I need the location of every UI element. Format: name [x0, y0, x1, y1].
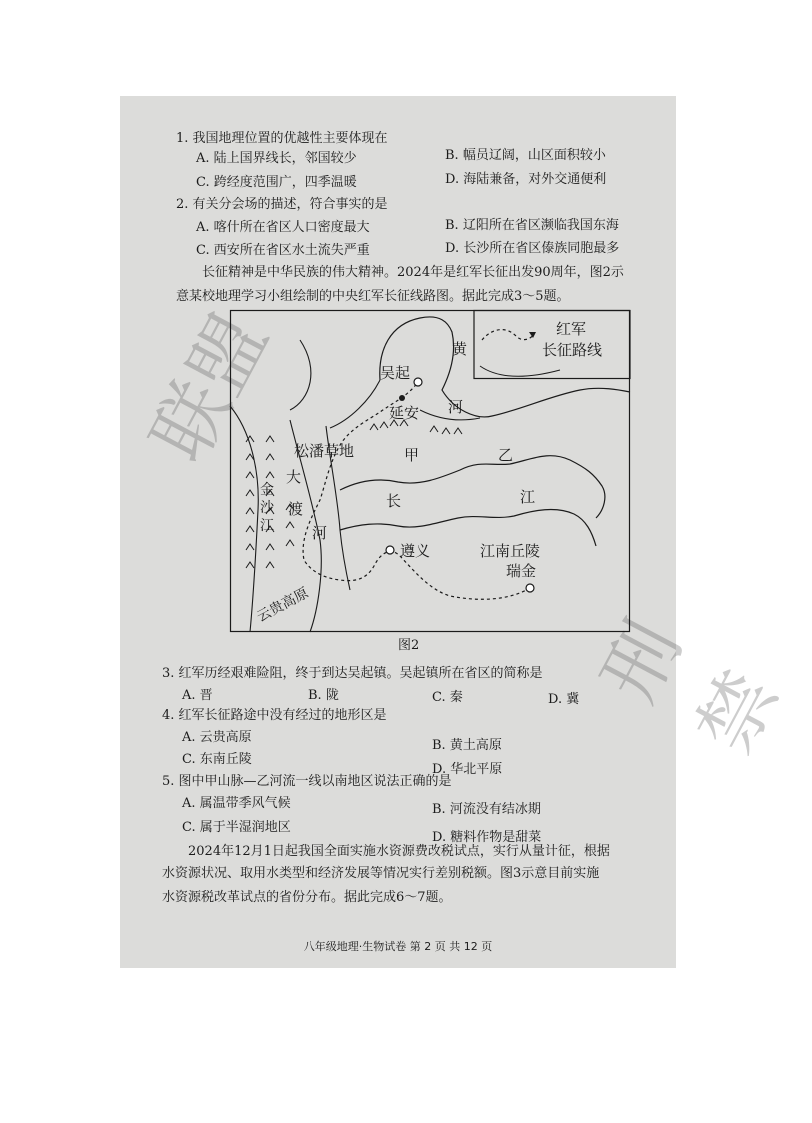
q5-option-a: A. 属温带季风气候 — [182, 796, 291, 811]
q4-option-d: D. 华北平原 — [432, 762, 503, 777]
q5-option-b: B. 河流没有结冰期 — [432, 802, 541, 817]
yangtze-river — [340, 456, 605, 518]
intro-watertax-line1: 2024年12月1日起我国全面实施水资源费改税试点，实行从量计征，根据 — [188, 844, 610, 859]
legend-label-line2: 长征路线 — [542, 341, 603, 359]
intro-longmarch-line1: 长征精神是中华民族的伟大精神。2024年是红军长征出发90周年，图2示 — [202, 265, 624, 280]
intro-longmarch-line2: 意某校地理学习小组绘制的中央红军长征线路图。据此完成3～5题。 — [176, 289, 570, 304]
label-jiangnan: 江南丘陵 — [480, 542, 541, 560]
label-he: 河 — [448, 398, 464, 416]
label-yanan: 延安 — [388, 404, 420, 422]
q1-option-c: C. 跨经度范围广，四季温暖 — [196, 175, 357, 190]
q3-option-c: C. 秦 — [432, 690, 463, 705]
q4-option-c: C. 东南丘陵 — [182, 752, 252, 767]
q1-option-b: B. 幅员辽阔，山区面积较小 — [445, 148, 606, 163]
q5-option-d: D. 糖料作物是甜菜 — [432, 830, 542, 845]
label-songpan: 松潘草地 — [294, 442, 355, 460]
q2-stem: 2. 有关分会场的描述，符合事实的是 — [176, 197, 388, 212]
wuqi-marker — [414, 378, 422, 386]
q1-stem: 1. 我国地理位置的优越性主要体现在 — [176, 131, 388, 146]
q4-option-a: A. 云贵高原 — [182, 730, 252, 745]
legend-label-line1: 红军 — [556, 320, 587, 338]
label-chang: 长 — [386, 492, 402, 510]
q1-option-a: A. 陆上国界线长，邻国较少 — [196, 151, 357, 166]
label-dadu-da: 大 — [286, 468, 302, 486]
exam-page — [120, 96, 795, 968]
figure-caption: 图2 — [398, 638, 420, 653]
intro-watertax-line2: 水资源状况、取用水类型和经济发展等情况实行差别税额。图3示意目前实施 — [162, 866, 600, 881]
label-jiang: 江 — [520, 488, 536, 506]
yanan-marker — [399, 395, 405, 401]
q5-option-c: C. 属于半湿润地区 — [182, 820, 291, 835]
label-huang: 黄 — [452, 340, 468, 358]
q1-option-d: D. 海陆兼备，对外交通便利 — [445, 172, 607, 187]
label-jinsha-3: 江 — [260, 518, 274, 534]
intro-watertax-line3: 水资源税改革试点的省份分布。据此完成6～7题。 — [162, 890, 452, 905]
watermark-right: 刑禁 — [584, 606, 795, 767]
q4-stem: 4. 红军长征路途中没有经过的地形区是 — [162, 708, 387, 723]
q2-option-d: D. 长沙所在省区傣族同胞最多 — [445, 241, 620, 256]
label-yi: 乙 — [498, 446, 514, 464]
q3-option-d: D. 冀 — [548, 692, 580, 707]
page-footer: 八年级地理·生物试卷 第 2 页 共 12 页 — [303, 940, 493, 953]
yellow-river — [380, 317, 630, 417]
q2-option-c: C. 西安所在省区水土流失严重 — [196, 243, 370, 258]
q2-option-a: A. 喀什所在省区人口密度最大 — [196, 220, 370, 235]
label-wuqi: 吴起 — [379, 364, 410, 382]
zunyi-marker — [386, 546, 394, 554]
q3-option-b: B. 陇 — [308, 688, 339, 703]
q5-stem: 5. 图中甲山脉—乙河流一线以南地区说法正确的是 — [162, 774, 452, 789]
q3-option-a: A. 晋 — [182, 688, 213, 703]
watermark-left: 联盟 — [134, 299, 285, 476]
label-jinsha-1: 金 — [260, 482, 274, 498]
q4-option-b: B. 黄土高原 — [432, 738, 502, 753]
q3-stem: 3. 红军历经艰难险阻，终于到达吴起镇。吴起镇所在省区的简称是 — [162, 666, 543, 681]
label-jia: 甲 — [404, 446, 420, 464]
label-ruijin: 瑞金 — [506, 562, 537, 580]
label-dadu-du: 渡 — [288, 500, 304, 518]
legend-route-line — [482, 330, 534, 340]
label-yungui: 云贵高原 — [254, 585, 312, 626]
label-zunyi: 遵义 — [400, 542, 431, 560]
long-march-map — [230, 310, 630, 632]
q2-option-b: B. 辽阳所在省区濒临我国东海 — [445, 218, 619, 233]
label-dadu-he: 河 — [312, 524, 328, 542]
ruijin-marker — [526, 584, 534, 592]
label-jinsha-2: 沙 — [260, 500, 274, 516]
